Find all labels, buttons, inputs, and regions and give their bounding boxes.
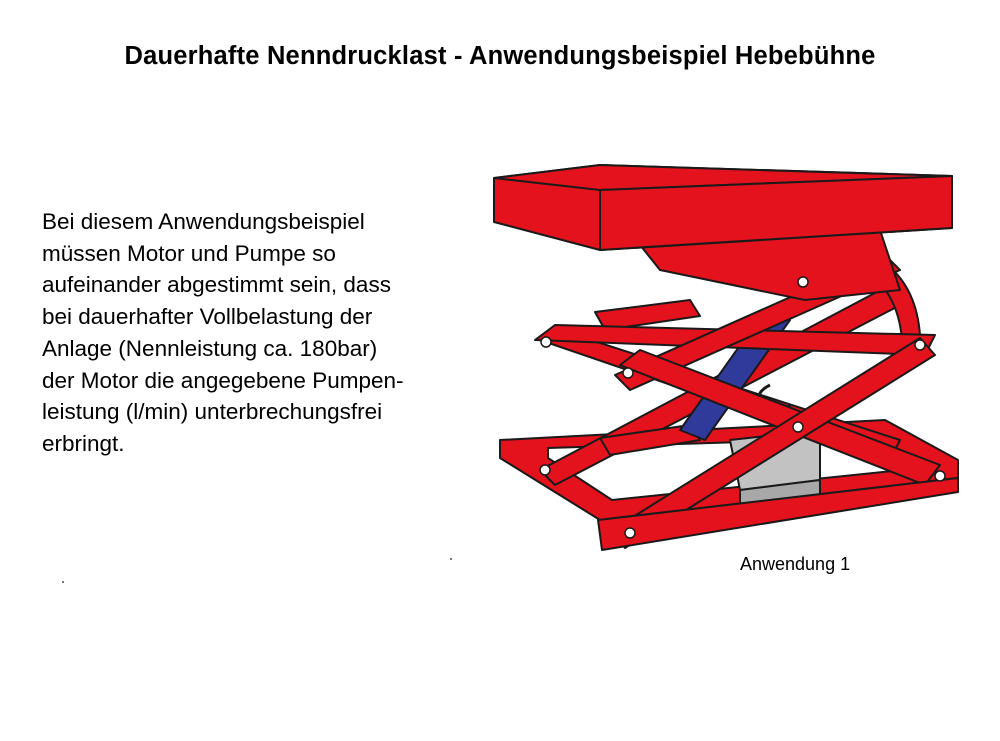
page-title: Dauerhafte Nenndrucklast - Anwendungsbeispiel Hebebühne [124, 42, 876, 70]
speck [450, 558, 452, 560]
description-line: der Motor die angegebene Pumpen- [42, 367, 404, 393]
platform-front [600, 176, 952, 250]
figure-caption: Anwendung 1 [740, 554, 851, 574]
description-text [42, 206, 512, 460]
description-line: Bei diesem Anwendungsbeispiel [42, 209, 365, 234]
pivot-pin [623, 368, 633, 378]
pivot-pin [540, 465, 550, 475]
pivot-pin [793, 422, 803, 432]
description-line: bei dauerhafter Vollbelastung der [42, 304, 373, 330]
description-line: müssen Motor und Pumpe so [42, 240, 336, 266]
pivot-pin [625, 528, 635, 538]
description-line: Anlage (Nennleistung ca. 180bar) [42, 335, 378, 361]
scissor-lift-illustration [490, 160, 970, 560]
pivot-pin [915, 340, 925, 350]
pivot-pin [798, 277, 808, 287]
pivot-pin [541, 337, 551, 347]
speck [62, 581, 64, 583]
description-line: aufeinander abgestimmt sein, dass [42, 272, 391, 298]
pivot-pin [935, 471, 945, 481]
description-line: erbringt. [42, 430, 125, 456]
description-line: leistung (l/min) unterbrechungsfrei [42, 399, 383, 425]
